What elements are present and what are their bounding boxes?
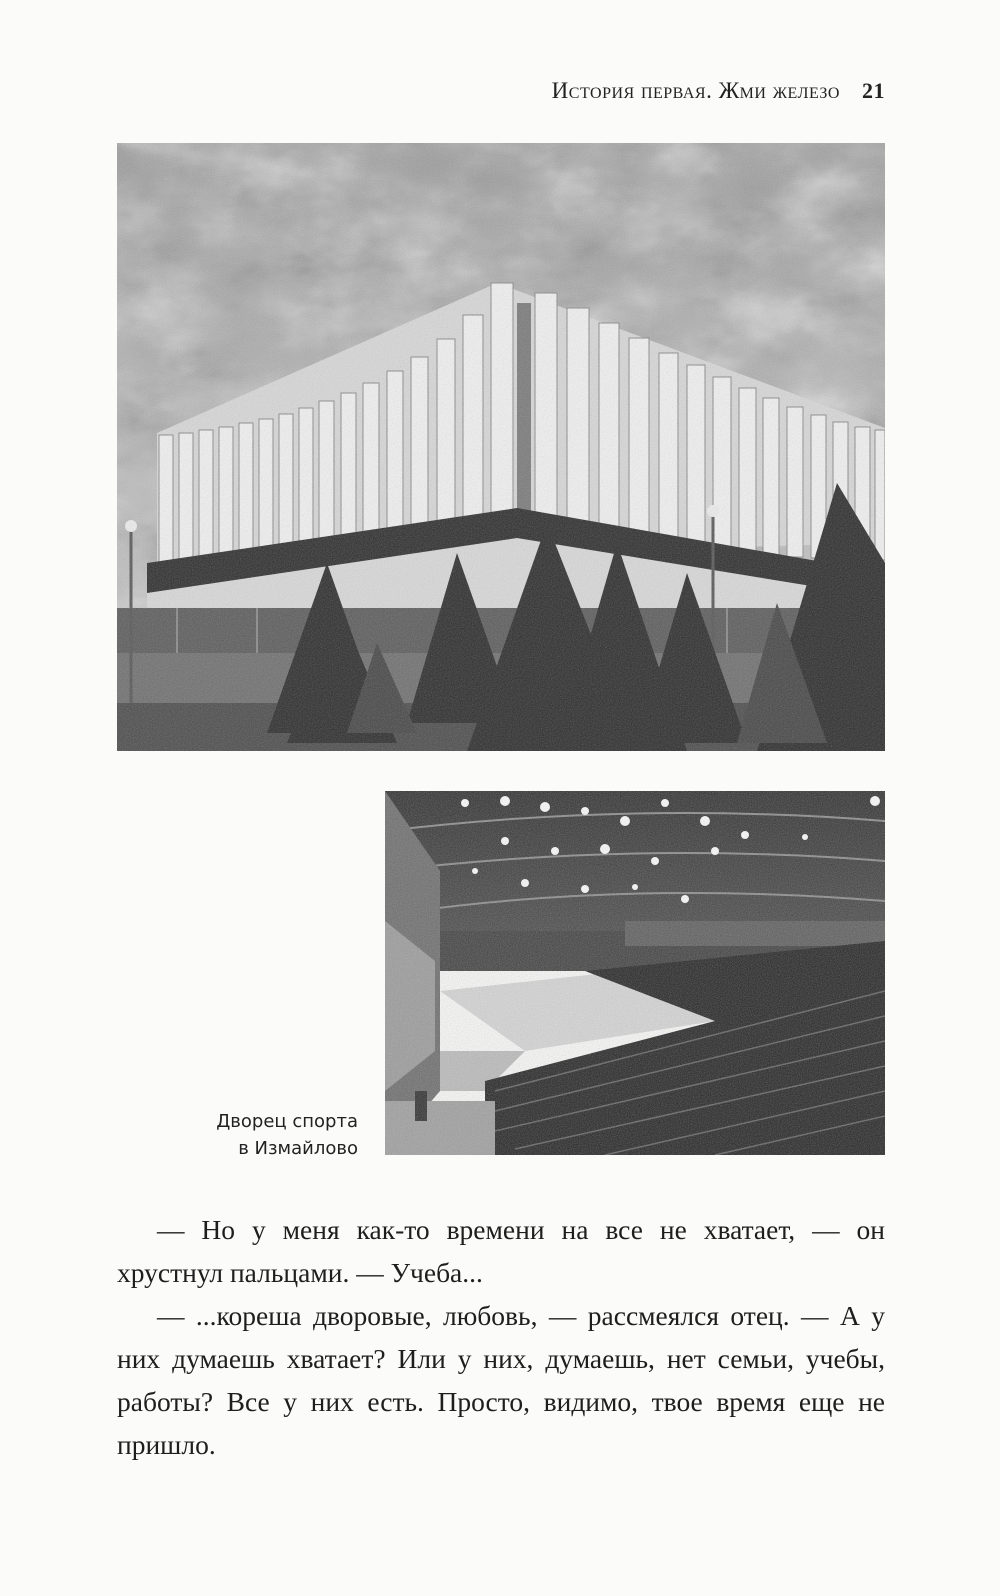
- page-number: 21: [862, 78, 885, 103]
- photo-caption: [150, 1108, 358, 1162]
- caption-line-2: в Измайлово: [238, 1138, 358, 1159]
- paragraph: — Но у меня как-то времени на все не хватает, — он хрустнул пальцами. — Учеба...: [117, 1214, 885, 1288]
- running-title: История первая. Жми железо: [551, 78, 840, 103]
- arena-interior-photo: [385, 791, 885, 1155]
- caption-line-1: Дворец спорта: [216, 1111, 358, 1132]
- running-head: [552, 78, 885, 104]
- paragraph: — ...кореша дворовые, любовь, — рассмеялся отец. — А у них думаешь хватает? Или у них, думаешь, нет семьи, учебы, работы? Все у них есть. Просто, видимо, твое время еще не пришло.: [117, 1300, 885, 1460]
- building-photo: [117, 143, 885, 751]
- body-text: [117, 1208, 885, 1466]
